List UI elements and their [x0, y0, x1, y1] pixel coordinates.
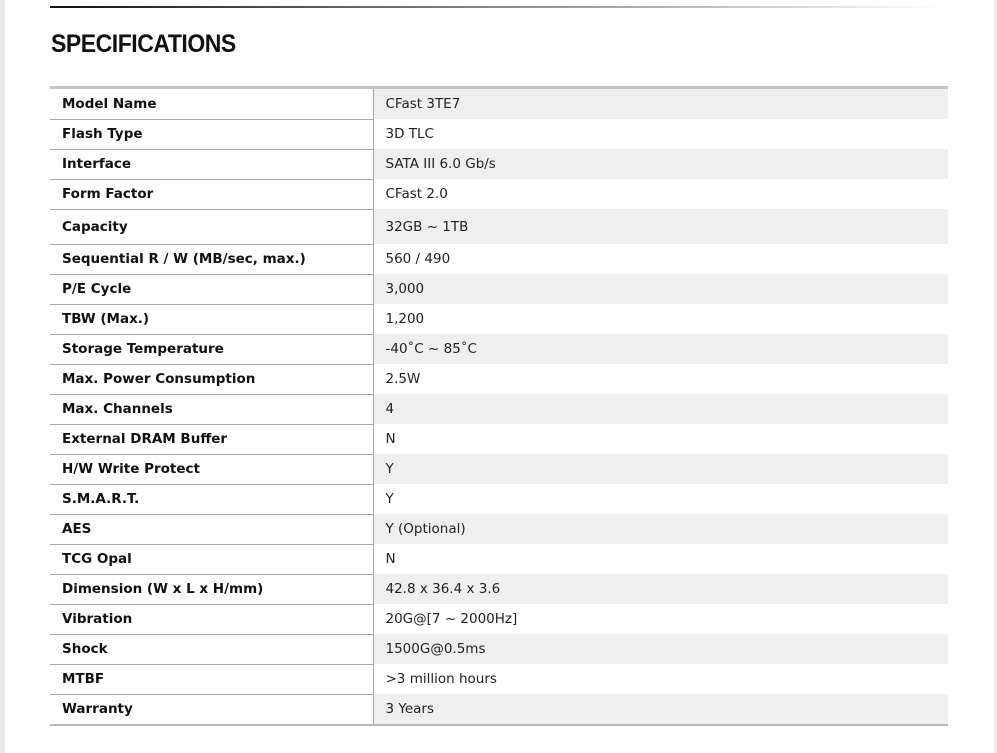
- spec-label: Shock: [50, 634, 373, 664]
- spec-value: Y (Optional): [373, 514, 948, 544]
- table-row: [50, 304, 948, 334]
- spec-value: Y: [373, 454, 948, 484]
- page-title: SPECIFICATIONS: [51, 30, 236, 58]
- spec-label: Form Factor: [50, 179, 373, 209]
- spec-value: CFast 2.0: [385, 186, 448, 202]
- spec-label: Capacity: [50, 209, 373, 244]
- table-row: [50, 274, 948, 304]
- spec-label: Model Name: [50, 88, 373, 120]
- spec-label: Sequential R / W (MB/sec, max.): [50, 244, 373, 274]
- table-row: [50, 364, 948, 394]
- specifications-table: [50, 86, 948, 726]
- table-row: [50, 209, 948, 244]
- spec-value: 1500G@0.5ms: [373, 634, 948, 664]
- spec-label: MTBF: [50, 664, 373, 694]
- table-row: [50, 334, 948, 364]
- spec-label: AES: [50, 514, 373, 544]
- spec-value: >3 million hours: [385, 671, 497, 687]
- table-row: [50, 119, 948, 149]
- spec-label: Max. Power Consumption: [50, 364, 373, 394]
- spec-label: Warranty: [50, 694, 373, 725]
- spec-value: N: [385, 431, 396, 447]
- table-row: [50, 604, 948, 634]
- spec-label: Interface: [50, 149, 373, 179]
- spec-label: Storage Temperature: [50, 334, 373, 364]
- section-divider: [50, 6, 940, 8]
- table-row: [50, 664, 948, 694]
- spec-label: H/W Write Protect: [50, 454, 373, 484]
- table-row: [50, 88, 948, 120]
- spec-label: Dimension (W x L x H/mm): [50, 574, 373, 604]
- table-row: [50, 634, 948, 664]
- table-row: [50, 394, 948, 424]
- spec-label: S.M.A.R.T.: [50, 484, 373, 514]
- table-row: [50, 574, 948, 604]
- spec-value: 32GB ~ 1TB: [373, 209, 948, 244]
- spec-value: 560 / 490: [385, 251, 451, 267]
- spec-label: Max. Channels: [50, 394, 373, 424]
- spec-value: N: [385, 551, 396, 567]
- spec-label: P/E Cycle: [50, 274, 373, 304]
- spec-value: 2.5W: [385, 371, 421, 387]
- table-row: [50, 544, 948, 574]
- spec-value: SATA III 6.0 Gb/s: [373, 149, 948, 179]
- spec-value: 3D TLC: [385, 126, 434, 142]
- spec-value: 1,200: [385, 311, 425, 327]
- table-row: [50, 694, 948, 725]
- spec-value: 3,000: [373, 274, 948, 304]
- table-row: [50, 244, 948, 274]
- spec-label: TCG Opal: [50, 544, 373, 574]
- table-row: [50, 484, 948, 514]
- spec-label: External DRAM Buffer: [50, 424, 373, 454]
- spec-value: 42.8 x 36.4 x 3.6: [373, 574, 948, 604]
- spec-label: TBW (Max.): [50, 304, 373, 334]
- table-row: [50, 454, 948, 484]
- table-row: [50, 149, 948, 179]
- table-row: [50, 424, 948, 454]
- spec-label: Vibration: [50, 604, 373, 634]
- spec-label: Flash Type: [50, 119, 373, 149]
- spec-value: CFast 3TE7: [373, 88, 948, 120]
- page-left-border: [0, 0, 5, 753]
- table-row: [50, 179, 948, 209]
- spec-value: 20G@[7 ~ 2000Hz]: [385, 611, 518, 627]
- spec-value: -40˚C ~ 85˚C: [373, 334, 948, 364]
- spec-value: 4: [373, 394, 948, 424]
- spec-value: 3 Years: [373, 694, 948, 725]
- spec-value: Y: [385, 491, 394, 507]
- table-row: [50, 514, 948, 544]
